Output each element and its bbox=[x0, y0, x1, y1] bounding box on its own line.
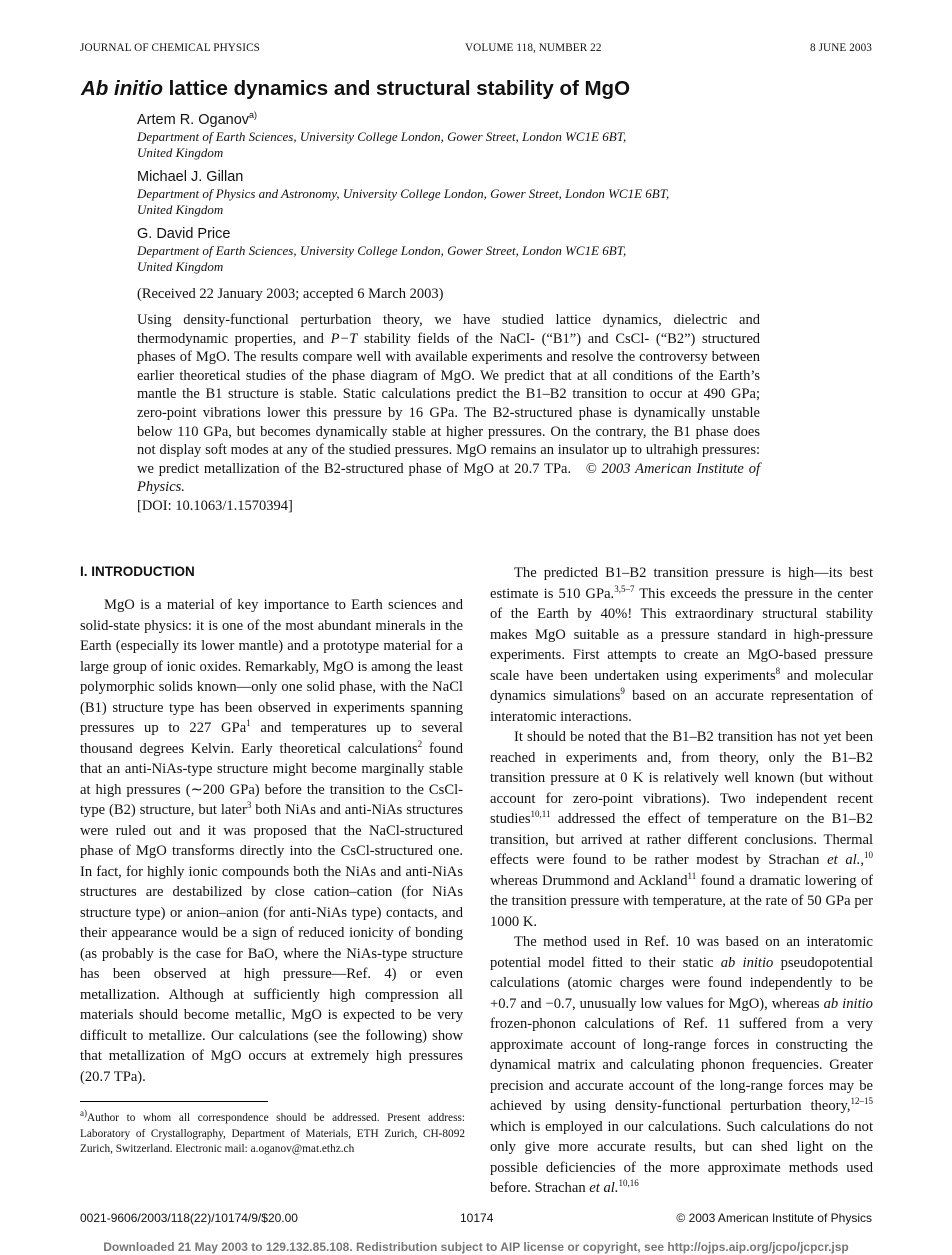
author-affiliation: Department of Earth Sciences, University College London, Gower Street, London WC1E 6BT, bbox=[137, 243, 627, 258]
italic-text: et al. bbox=[589, 1180, 619, 1196]
text-run: frozen-phonon calculations of Ref. 11 suffered from a very approximate account of long-range forces in constructing the dynamical matrix and calculating phonon frequencies. Greater precision and accurate account of the long-range forces may be achieved by using density-functional perturbation theory, bbox=[490, 1016, 873, 1114]
volume-number: VOLUME 118, NUMBER 22 bbox=[465, 42, 602, 54]
doi[interactable]: [DOI: 10.1063/1.1570394] bbox=[137, 497, 293, 514]
page-number: 10174 bbox=[460, 1211, 494, 1225]
text-run: It should be noted that the B1–B2 transition has not yet been reached in experiments and, from theory, only the B1–B2 transition pressure at 0 K is relatively well known (but without account for zero-point vibrations). Two independent recent studies bbox=[490, 729, 873, 827]
author bbox=[137, 168, 777, 218]
italic-text: ab initio bbox=[823, 995, 873, 1012]
text-run: The predicted B1–B2 transition pressure is high—its best estimate is 510 GPa. bbox=[490, 565, 873, 602]
citation-superscript: 3,5–7 bbox=[614, 583, 635, 594]
text-run: which is employed in our calculations. Such calculations do not only give more accurate results, but can shed light on the possible deficiencies of the more approximate methods used before. Strachan bbox=[490, 1118, 873, 1196]
text-run: found a dramatic lowering of the transition pressure with temperature, at the rate of 50 GPa per 1000 K. bbox=[490, 872, 874, 930]
author-name: Michael J. Gillan bbox=[137, 169, 244, 185]
author-note: a) bbox=[249, 110, 258, 121]
citation-superscript: 9 bbox=[620, 686, 625, 697]
text-run: based on an accurate representation of interatomic interactions. bbox=[490, 688, 873, 725]
footnote-divider bbox=[80, 1101, 268, 1102]
received-dates: (Received 22 January 2003; accepted 6 March 2003) bbox=[137, 286, 444, 302]
author-affiliation: Department of Physics and Astronomy, University College London, Gower Street, London WC1E 6BT, bbox=[137, 186, 670, 201]
text-run: whereas Drummond and Ackland bbox=[490, 872, 688, 889]
text-run: The method used in Ref. 10 was based on an interatomic potential model fitted to their static bbox=[490, 934, 873, 971]
footnote-text: Author to whom all correspondence should be addressed. Present address: Laboratory of Crystallography, Department of Materials, ETH Zurich, CH-8092 Zurich, Switzerland. Electronic mail: a.oganov@mat.ethz.ch bbox=[80, 1112, 465, 1155]
paragraph bbox=[490, 563, 873, 727]
citation-superscript: 10 bbox=[864, 850, 873, 861]
paragraph bbox=[80, 595, 463, 1087]
author bbox=[137, 225, 777, 275]
text-run: stability fields of the NaCl- (“B1”) and CsCl- (“B2”) structured phases of MgO. The results compare well with available experiments and resolve the controversy between earlier theoretical studies of the phase diagram of MgO. We predict that at all conditions of the Earth’s mantle the B1 structure is stable. Static calculations predict the B1–B2 transition to occur at 490 GPa; zero-point vibrations lower this pressure by 16 GPa. The B2-structured phase is dynamically unstable below 110 GPa, but becomes dynamically stable at higher pressures. On the contrary, the B1 phase does not display soft modes at any of the studied pressures. MgO remains an insulator up to ultrahigh pressures: we predict metallization of the B2-structured phase of MgO at 20.7 TPa. bbox=[137, 330, 761, 477]
italic-text: © 2003 American Institute of Physics. bbox=[137, 460, 760, 496]
citation-superscript: 1 bbox=[246, 718, 251, 729]
citation-superscript: 10,16 bbox=[618, 1178, 639, 1189]
left-column bbox=[80, 563, 463, 1087]
title-rest: lattice dynamics and structural stability of MgO bbox=[162, 77, 631, 100]
author-affiliation: Department of Earth Sciences, University College London, Gower Street, London WC1E 6BT, bbox=[137, 129, 627, 144]
author-name: G. David Price bbox=[137, 226, 231, 242]
section-heading: I. INTRODUCTION bbox=[80, 564, 195, 579]
text-run: This exceeds the pressure in the center of the Earth by 40%! This extraordinary structural stability makes MgO suitable as a pressure standard in high-pressure experiments. First attempts to create an MgO-based pressure scale have been undertaken using experiments bbox=[490, 585, 873, 684]
text-run: and molecular dynamics simulations bbox=[490, 667, 873, 704]
citation-superscript: 10,11 bbox=[530, 809, 551, 820]
paragraph bbox=[490, 727, 873, 932]
right-column bbox=[490, 563, 873, 1199]
footer-code: 0021-9606/2003/118(22)/10174/9/$20.00 bbox=[80, 1211, 298, 1225]
italic-text: P−T bbox=[330, 330, 358, 347]
author-country: United Kingdom bbox=[137, 202, 224, 217]
text-run: found that an anti-NiAs-type structure might become marginally stable at high pressures (∼200 GPa) before the transition to the CsCl-type (B2) structure, but later bbox=[80, 740, 463, 818]
right-body bbox=[490, 563, 873, 1199]
citation-superscript: 3 bbox=[246, 800, 252, 811]
download-notice: Downloaded 21 May 2003 to 129.132.85.108. Redistribution subject to AIP license or copyright, see http://ojps.aip.org/jcpo/jcpcr.jsp bbox=[103, 1240, 849, 1254]
text-run: both NiAs and anti-NiAs structures were ruled out and it was proposed that the NaCl-structured phase of MgO transforms directly into the CsCl-structured one. In fact, for highly ionic compounds both the NiAs and anti-NiAs structures are destabilized by close cation–cation (for NiAs structure type) or anion–anion (for anti-NiAs type) contacts, and their appearance would be a sign of reduced ionicity of bonding (as probably is the case for BaO, where the NiAs-type structure has been observed at high pressure—Ref. 4) or even metallization. Although at sufficiently high compression all materials should become metallic, MgO is expected to be very difficult to metallize. Our calculations (see the following) show that metallization of MgO occurs at extremely high pressures (20.7 TPa). bbox=[80, 802, 463, 1085]
italic-text: ab initio bbox=[720, 954, 774, 971]
text-run: , bbox=[860, 852, 864, 868]
text-run: addressed the effect of temperature on the B1–B2 transition, but arrived at rather different conclusions. Thermal effects were found to be rather modest by Strachan bbox=[490, 811, 873, 868]
footnote-mark: a) bbox=[80, 1108, 87, 1119]
journal-name: JOURNAL OF CHEMICAL PHYSICS bbox=[80, 42, 260, 54]
author-name: Artem R. Oganov bbox=[137, 112, 250, 128]
paper-title bbox=[81, 77, 630, 101]
citation-superscript: 12–15 bbox=[850, 1096, 873, 1107]
author-country: United Kingdom bbox=[137, 259, 224, 274]
abstract bbox=[137, 311, 760, 497]
footnote bbox=[80, 1108, 465, 1158]
citation-superscript: 2 bbox=[417, 738, 423, 749]
citation-superscript: 11 bbox=[687, 870, 697, 881]
author bbox=[137, 111, 777, 161]
left-body bbox=[80, 595, 463, 1087]
author-country: United Kingdom bbox=[137, 145, 224, 160]
footer-copyright: © 2003 American Institute of Physics bbox=[676, 1211, 872, 1225]
text-run: MgO is a material of key importance to Earth sciences and solid-state physics: it is one of the most abundant minerals in the Earth (especially its lower mantle) and a prototype material for a large group of ionic oxides. Remarkably, MgO is among the least polymorphic solids known—only one solid phase, with the NaCl (B1) structure type has been observed in experiments spanning pressures up to 227 GPa bbox=[80, 597, 463, 736]
italic-text: et al. bbox=[827, 852, 861, 868]
paragraph bbox=[490, 932, 873, 1199]
citation-superscript: 8 bbox=[775, 665, 781, 676]
title-italic: Ab initio bbox=[81, 77, 163, 100]
front-matter bbox=[137, 111, 777, 516]
issue-date: 8 JUNE 2003 bbox=[809, 42, 872, 54]
text-run: and temperatures up to several thousand degrees Kelvin. Early theoretical calculations bbox=[80, 720, 463, 757]
text-run: pseudopotential calculations (atomic charges were found independently to be +0.7 and −0.7, unusually low values for MgO), whereas bbox=[490, 954, 873, 1012]
text-run: Using density-functional perturbation theory, we have studied lattice dynamics, dielectric and thermodynamic properties, and bbox=[137, 312, 760, 347]
